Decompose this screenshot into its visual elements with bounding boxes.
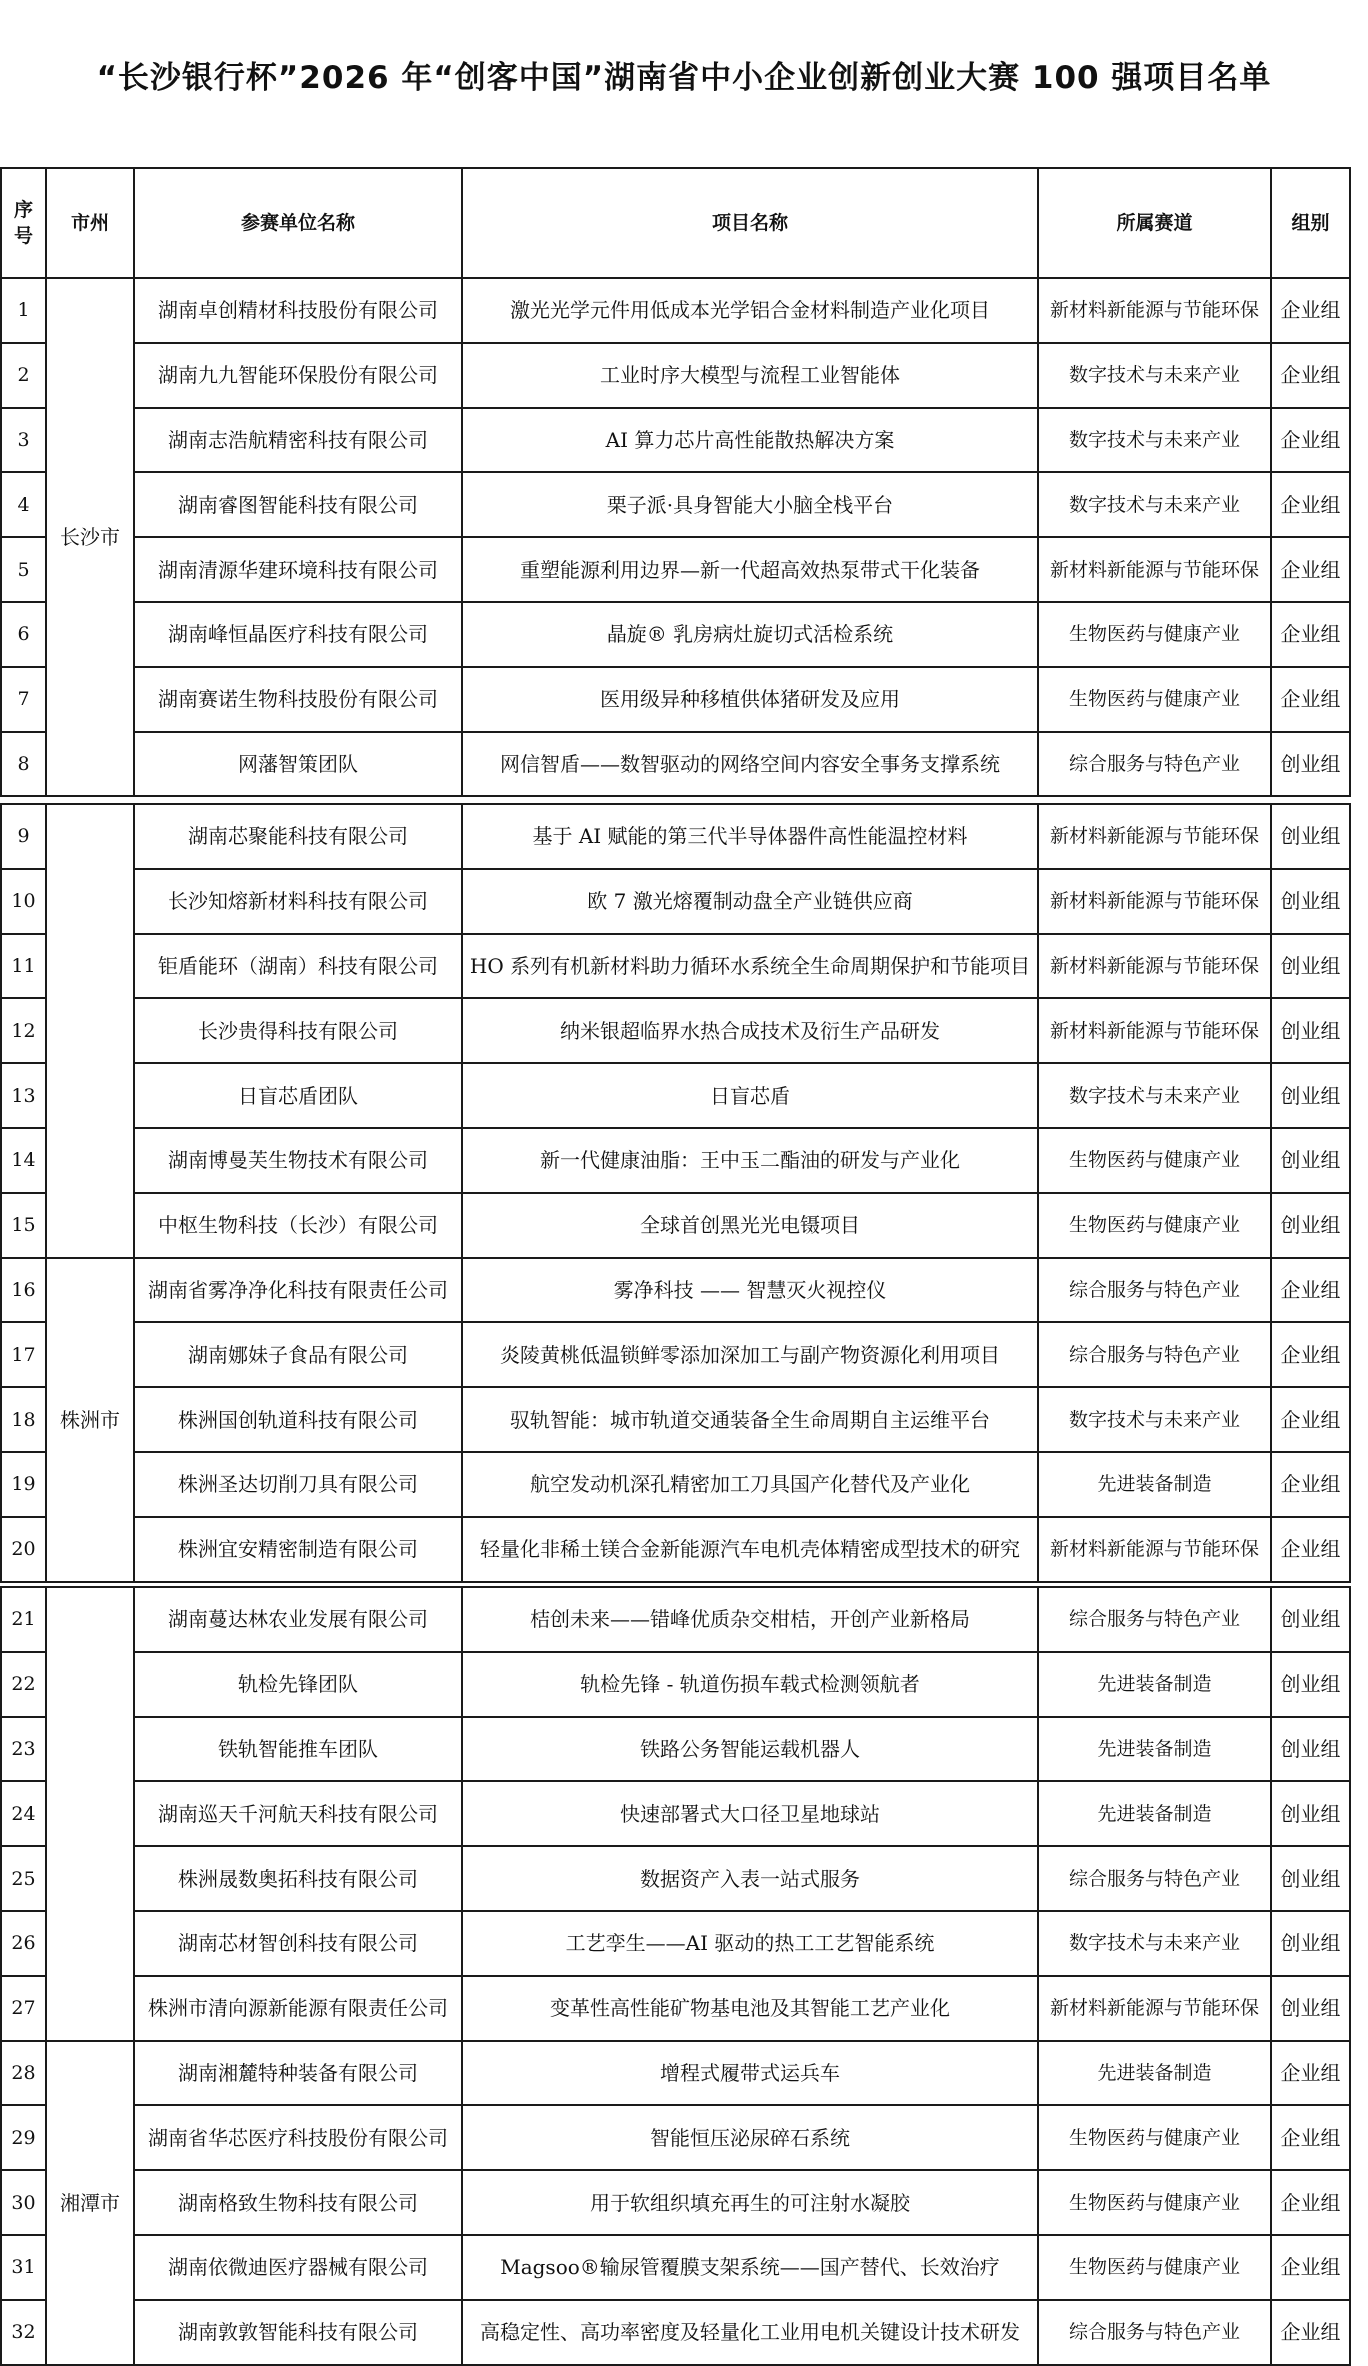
col-header-project: 项目名称: [462, 168, 1038, 278]
group-cell: 创业组: [1271, 1717, 1350, 1782]
unit-name-cell: 长沙贵得科技有限公司: [134, 998, 462, 1063]
unit-name-cell: 株洲市清向源新能源有限责任公司: [134, 1976, 462, 2041]
group-cell: 创业组: [1271, 732, 1350, 797]
track-cell: 数字技术与未来产业: [1038, 1063, 1271, 1128]
row-index: 8: [1, 732, 46, 797]
project-name-cell: 工艺孪生——AI 驱动的热工工艺智能系统: [462, 1911, 1038, 1976]
track-cell: 新材料新能源与节能环保: [1038, 537, 1271, 602]
track-cell: 生物医药与健康产业: [1038, 1193, 1271, 1258]
row-index: 19: [1, 1452, 46, 1517]
results-table-continued: [0, 803, 1351, 1583]
table-row: [1, 732, 1350, 797]
row-index: 13: [1, 1063, 46, 1128]
project-name-cell: 驭轨智能：城市轨道交通装备全生命周期自主运维平台: [462, 1387, 1038, 1452]
col-header-index: 序号: [1, 168, 46, 278]
col-header-track: 所属赛道: [1038, 168, 1271, 278]
project-name-cell: 雾净科技 —— 智慧灭火视控仪: [462, 1258, 1038, 1323]
col-header-unit: 参赛单位名称: [134, 168, 462, 278]
track-cell: 数字技术与未来产业: [1038, 472, 1271, 537]
track-cell: 新材料新能源与节能环保: [1038, 804, 1271, 869]
unit-name-cell: 湖南湘麓特种装备有限公司: [134, 2041, 462, 2106]
table-row: [1, 2170, 1350, 2235]
row-index: 2: [1, 343, 46, 408]
row-index: 18: [1, 1387, 46, 1452]
group-cell: 创业组: [1271, 1587, 1350, 1652]
row-index: 4: [1, 472, 46, 537]
unit-name-cell: 湖南省雾净净化科技有限责任公司: [134, 1258, 462, 1323]
results-table: [0, 167, 1351, 797]
table-row: [1, 1322, 1350, 1387]
unit-name-cell: 轨检先锋团队: [134, 1652, 462, 1717]
table-row: [1, 1193, 1350, 1258]
group-cell: 企业组: [1271, 278, 1350, 343]
group-cell: 创业组: [1271, 1652, 1350, 1717]
unit-name-cell: 湖南芯聚能科技有限公司: [134, 804, 462, 869]
track-cell: 数字技术与未来产业: [1038, 1387, 1271, 1452]
row-index: 3: [1, 408, 46, 473]
project-name-cell: 高稳定性、高功率密度及轻量化工业用电机关键设计技术研发: [462, 2300, 1038, 2365]
unit-name-cell: 湖南赛诺生物科技股份有限公司: [134, 667, 462, 732]
row-index: 16: [1, 1258, 46, 1323]
project-name-cell: 工业时序大模型与流程工业智能体: [462, 343, 1038, 408]
table-row: [1, 1128, 1350, 1193]
track-cell: 数字技术与未来产业: [1038, 343, 1271, 408]
track-cell: 新材料新能源与节能环保: [1038, 278, 1271, 343]
project-name-cell: 用于软组织填充再生的可注射水凝胶: [462, 2170, 1038, 2235]
row-index: 6: [1, 602, 46, 667]
unit-name-cell: 湖南卓创精材科技股份有限公司: [134, 278, 462, 343]
unit-name-cell: 湖南蔓达林农业发展有限公司: [134, 1587, 462, 1652]
row-index: 25: [1, 1846, 46, 1911]
group-cell: 企业组: [1271, 1452, 1350, 1517]
unit-name-cell: 湖南清源华建环境科技有限公司: [134, 537, 462, 602]
table-row: [1, 1846, 1350, 1911]
track-cell: 生物医药与健康产业: [1038, 1128, 1271, 1193]
track-cell: 新材料新能源与节能环保: [1038, 1976, 1271, 2041]
page-title: “长沙银行杯”2026 年“创客中国”湖南省中小企业创新创业大赛 100 强项目名单: [96, 60, 1272, 96]
table-row: [1, 869, 1350, 934]
unit-name-cell: 湖南格致生物科技有限公司: [134, 2170, 462, 2235]
table-row: [1, 343, 1350, 408]
table-row: [1, 667, 1350, 732]
table-row: [1, 408, 1350, 473]
row-index: 1: [1, 278, 46, 343]
group-cell: 企业组: [1271, 1258, 1350, 1323]
track-cell: 先进装备制造: [1038, 1452, 1271, 1517]
project-name-cell: 网信智盾——数智驱动的网络空间内容安全事务支撑系统: [462, 732, 1038, 797]
group-cell: 企业组: [1271, 537, 1350, 602]
table-row: [1, 1911, 1350, 1976]
row-index: 5: [1, 537, 46, 602]
table-row: [1, 2300, 1350, 2365]
table-row: [1, 1517, 1350, 1582]
row-index: 17: [1, 1322, 46, 1387]
unit-name-cell: 株洲晟数奥拓科技有限公司: [134, 1846, 462, 1911]
group-cell: 创业组: [1271, 1128, 1350, 1193]
group-cell: 企业组: [1271, 2105, 1350, 2170]
group-cell: 企业组: [1271, 602, 1350, 667]
project-name-cell: 基于 AI 赋能的第三代半导体器件高性能温控材料: [462, 804, 1038, 869]
group-cell: 企业组: [1271, 1517, 1350, 1582]
unit-name-cell: 株洲宜安精密制造有限公司: [134, 1517, 462, 1582]
unit-name-cell: 湖南博曼芙生物技术有限公司: [134, 1128, 462, 1193]
table-row: [1, 1452, 1350, 1517]
project-name-cell: 增程式履带式运兵车: [462, 2041, 1038, 2106]
project-name-cell: 全球首创黑光光电镊项目: [462, 1193, 1038, 1258]
table-row: [1, 1717, 1350, 1782]
city-cell: [46, 804, 134, 1258]
track-cell: 综合服务与特色产业: [1038, 2300, 1271, 2365]
table-row: [1, 1387, 1350, 1452]
project-name-cell: 航空发动机深孔精密加工刀具国产化替代及产业化: [462, 1452, 1038, 1517]
track-cell: 生物医药与健康产业: [1038, 667, 1271, 732]
table-row: [1, 2041, 1350, 2106]
track-cell: 综合服务与特色产业: [1038, 1587, 1271, 1652]
unit-name-cell: 湖南志浩航精密科技有限公司: [134, 408, 462, 473]
table-row: [1, 602, 1350, 667]
unit-name-cell: 网藩智策团队: [134, 732, 462, 797]
track-cell: 新材料新能源与节能环保: [1038, 934, 1271, 999]
group-cell: 创业组: [1271, 1911, 1350, 1976]
col-header-city: 市州: [46, 168, 134, 278]
project-name-cell: 晶旋® 乳房病灶旋切式活检系统: [462, 602, 1038, 667]
track-cell: 综合服务与特色产业: [1038, 1846, 1271, 1911]
group-cell: 创业组: [1271, 869, 1350, 934]
project-name-cell: 新一代健康油脂：王中玉二酯油的研发与产业化: [462, 1128, 1038, 1193]
track-cell: 新材料新能源与节能环保: [1038, 998, 1271, 1063]
track-cell: 新材料新能源与节能环保: [1038, 1517, 1271, 1582]
unit-name-cell: 湖南睿图智能科技有限公司: [134, 472, 462, 537]
track-cell: 先进装备制造: [1038, 1652, 1271, 1717]
project-name-cell: 重塑能源利用边界—新一代超高效热泵带式干化装备: [462, 537, 1038, 602]
city-cell: [46, 1587, 134, 2041]
project-name-cell: 欧 7 激光熔覆制动盘全产业链供应商: [462, 869, 1038, 934]
unit-name-cell: 湖南娜妹子食品有限公司: [134, 1322, 462, 1387]
row-index: 32: [1, 2300, 46, 2365]
group-cell: 企业组: [1271, 1387, 1350, 1452]
group-cell: 企业组: [1271, 2300, 1350, 2365]
unit-name-cell: 湖南敦敦智能科技有限公司: [134, 2300, 462, 2365]
track-cell: 先进装备制造: [1038, 1781, 1271, 1846]
track-cell: 数字技术与未来产业: [1038, 1911, 1271, 1976]
row-index: 23: [1, 1717, 46, 1782]
group-cell: 创业组: [1271, 998, 1350, 1063]
row-index: 31: [1, 2235, 46, 2300]
project-name-cell: 变革性高性能矿物基电池及其智能工艺产业化: [462, 1976, 1038, 2041]
row-index: 28: [1, 2041, 46, 2106]
project-name-cell: 轨检先锋 - 轨道伤损车载式检测领航者: [462, 1652, 1038, 1717]
row-index: 10: [1, 869, 46, 934]
track-cell: 综合服务与特色产业: [1038, 1322, 1271, 1387]
group-cell: 企业组: [1271, 472, 1350, 537]
table-row: [1, 1063, 1350, 1128]
table-row: [1, 2105, 1350, 2170]
row-index: 24: [1, 1781, 46, 1846]
table-row: [1, 1781, 1350, 1846]
project-name-cell: 炎陵黄桃低温锁鲜零添加深加工与副产物资源化利用项目: [462, 1322, 1038, 1387]
group-cell: 企业组: [1271, 1322, 1350, 1387]
group-cell: 创业组: [1271, 1781, 1350, 1846]
group-cell: 创业组: [1271, 1976, 1350, 2041]
table-row: [1, 2235, 1350, 2300]
unit-name-cell: 钜盾能环（湖南）科技有限公司: [134, 934, 462, 999]
unit-name-cell: 株洲国创轨道科技有限公司: [134, 1387, 462, 1452]
table-row: [1, 537, 1350, 602]
track-cell: 综合服务与特色产业: [1038, 732, 1271, 797]
row-index: 9: [1, 804, 46, 869]
track-cell: 新材料新能源与节能环保: [1038, 869, 1271, 934]
unit-name-cell: 湖南省华芯医疗科技股份有限公司: [134, 2105, 462, 2170]
unit-name-cell: 长沙知熔新材料科技有限公司: [134, 869, 462, 934]
city-cell: 株洲市: [46, 1258, 134, 1582]
row-index: 11: [1, 934, 46, 999]
project-name-cell: 快速部署式大口径卫星地球站: [462, 1781, 1038, 1846]
track-cell: 生物医药与健康产业: [1038, 2170, 1271, 2235]
table-row: [1, 934, 1350, 999]
project-name-cell: HO 系列有机新材料助力循环水系统全生命周期保护和节能项目: [462, 934, 1038, 999]
group-cell: 企业组: [1271, 667, 1350, 732]
row-index: 14: [1, 1128, 46, 1193]
table-row: [1, 804, 1350, 869]
row-index: 26: [1, 1911, 46, 1976]
table-row: [1, 998, 1350, 1063]
track-cell: 先进装备制造: [1038, 1717, 1271, 1782]
city-cell: 湘潭市: [46, 2041, 134, 2365]
group-cell: 企业组: [1271, 343, 1350, 408]
row-index: 7: [1, 667, 46, 732]
row-index: 21: [1, 1587, 46, 1652]
track-cell: 综合服务与特色产业: [1038, 1258, 1271, 1323]
track-cell: 生物医药与健康产业: [1038, 2105, 1271, 2170]
table-row: [1, 1652, 1350, 1717]
table-row: [1, 1258, 1350, 1323]
project-name-cell: 纳米银超临界水热合成技术及衍生产品研发: [462, 998, 1038, 1063]
group-cell: 创业组: [1271, 804, 1350, 869]
unit-name-cell: 湖南峰恒晶医疗科技有限公司: [134, 602, 462, 667]
table-row: [1, 1976, 1350, 2041]
unit-name-cell: 日盲芯盾团队: [134, 1063, 462, 1128]
table-row: [1, 472, 1350, 537]
track-cell: 生物医药与健康产业: [1038, 602, 1271, 667]
row-index: 27: [1, 1976, 46, 2041]
project-name-cell: 栗子派·具身智能大小脑全栈平台: [462, 472, 1038, 537]
group-cell: 企业组: [1271, 2170, 1350, 2235]
group-cell: 创业组: [1271, 1193, 1350, 1258]
table-row: [1, 278, 1350, 343]
unit-name-cell: 湖南九九智能环保股份有限公司: [134, 343, 462, 408]
project-name-cell: 激光光学元件用低成本光学铝合金材料制造产业化项目: [462, 278, 1038, 343]
unit-name-cell: 湖南芯材智创科技有限公司: [134, 1911, 462, 1976]
unit-name-cell: 株洲圣达切削刀具有限公司: [134, 1452, 462, 1517]
row-index: 20: [1, 1517, 46, 1582]
unit-name-cell: 湖南巡天千河航天科技有限公司: [134, 1781, 462, 1846]
unit-name-cell: 铁轨智能推车团队: [134, 1717, 462, 1782]
project-name-cell: 铁路公务智能运载机器人: [462, 1717, 1038, 1782]
track-cell: 先进装备制造: [1038, 2041, 1271, 2106]
group-cell: 创业组: [1271, 1846, 1350, 1911]
row-index: 15: [1, 1193, 46, 1258]
group-cell: 创业组: [1271, 934, 1350, 999]
city-cell: 长沙市: [46, 278, 134, 796]
row-index: 30: [1, 2170, 46, 2235]
row-index: 12: [1, 998, 46, 1063]
col-header-group: 组别: [1271, 168, 1350, 278]
track-cell: 生物医药与健康产业: [1038, 2235, 1271, 2300]
project-name-cell: AI 算力芯片高性能散热解决方案: [462, 408, 1038, 473]
project-name-cell: 轻量化非稀土镁合金新能源汽车电机壳体精密成型技术的研究: [462, 1517, 1038, 1582]
row-index: 22: [1, 1652, 46, 1717]
table-row: [1, 1587, 1350, 1652]
table-header-row: [1, 168, 1350, 278]
group-cell: 企业组: [1271, 2041, 1350, 2106]
project-name-cell: 智能恒压泌尿碎石系统: [462, 2105, 1038, 2170]
results-table-continued-2: [0, 1586, 1351, 2366]
track-cell: 数字技术与未来产业: [1038, 408, 1271, 473]
group-cell: 创业组: [1271, 1063, 1350, 1128]
group-cell: 企业组: [1271, 2235, 1350, 2300]
project-name-cell: 日盲芯盾: [462, 1063, 1038, 1128]
project-name-cell: 医用级异种移植供体猪研发及应用: [462, 667, 1038, 732]
unit-name-cell: 湖南依微迪医疗器械有限公司: [134, 2235, 462, 2300]
group-cell: 企业组: [1271, 408, 1350, 473]
project-name-cell: Magsoo®输尿管覆膜支架系统——国产替代、长效治疗: [462, 2235, 1038, 2300]
row-index: 29: [1, 2105, 46, 2170]
unit-name-cell: 中枢生物科技（长沙）有限公司: [134, 1193, 462, 1258]
project-name-cell: 数据资产入表一站式服务: [462, 1846, 1038, 1911]
project-name-cell: 桔创未来——错峰优质杂交柑桔，开创产业新格局: [462, 1587, 1038, 1652]
